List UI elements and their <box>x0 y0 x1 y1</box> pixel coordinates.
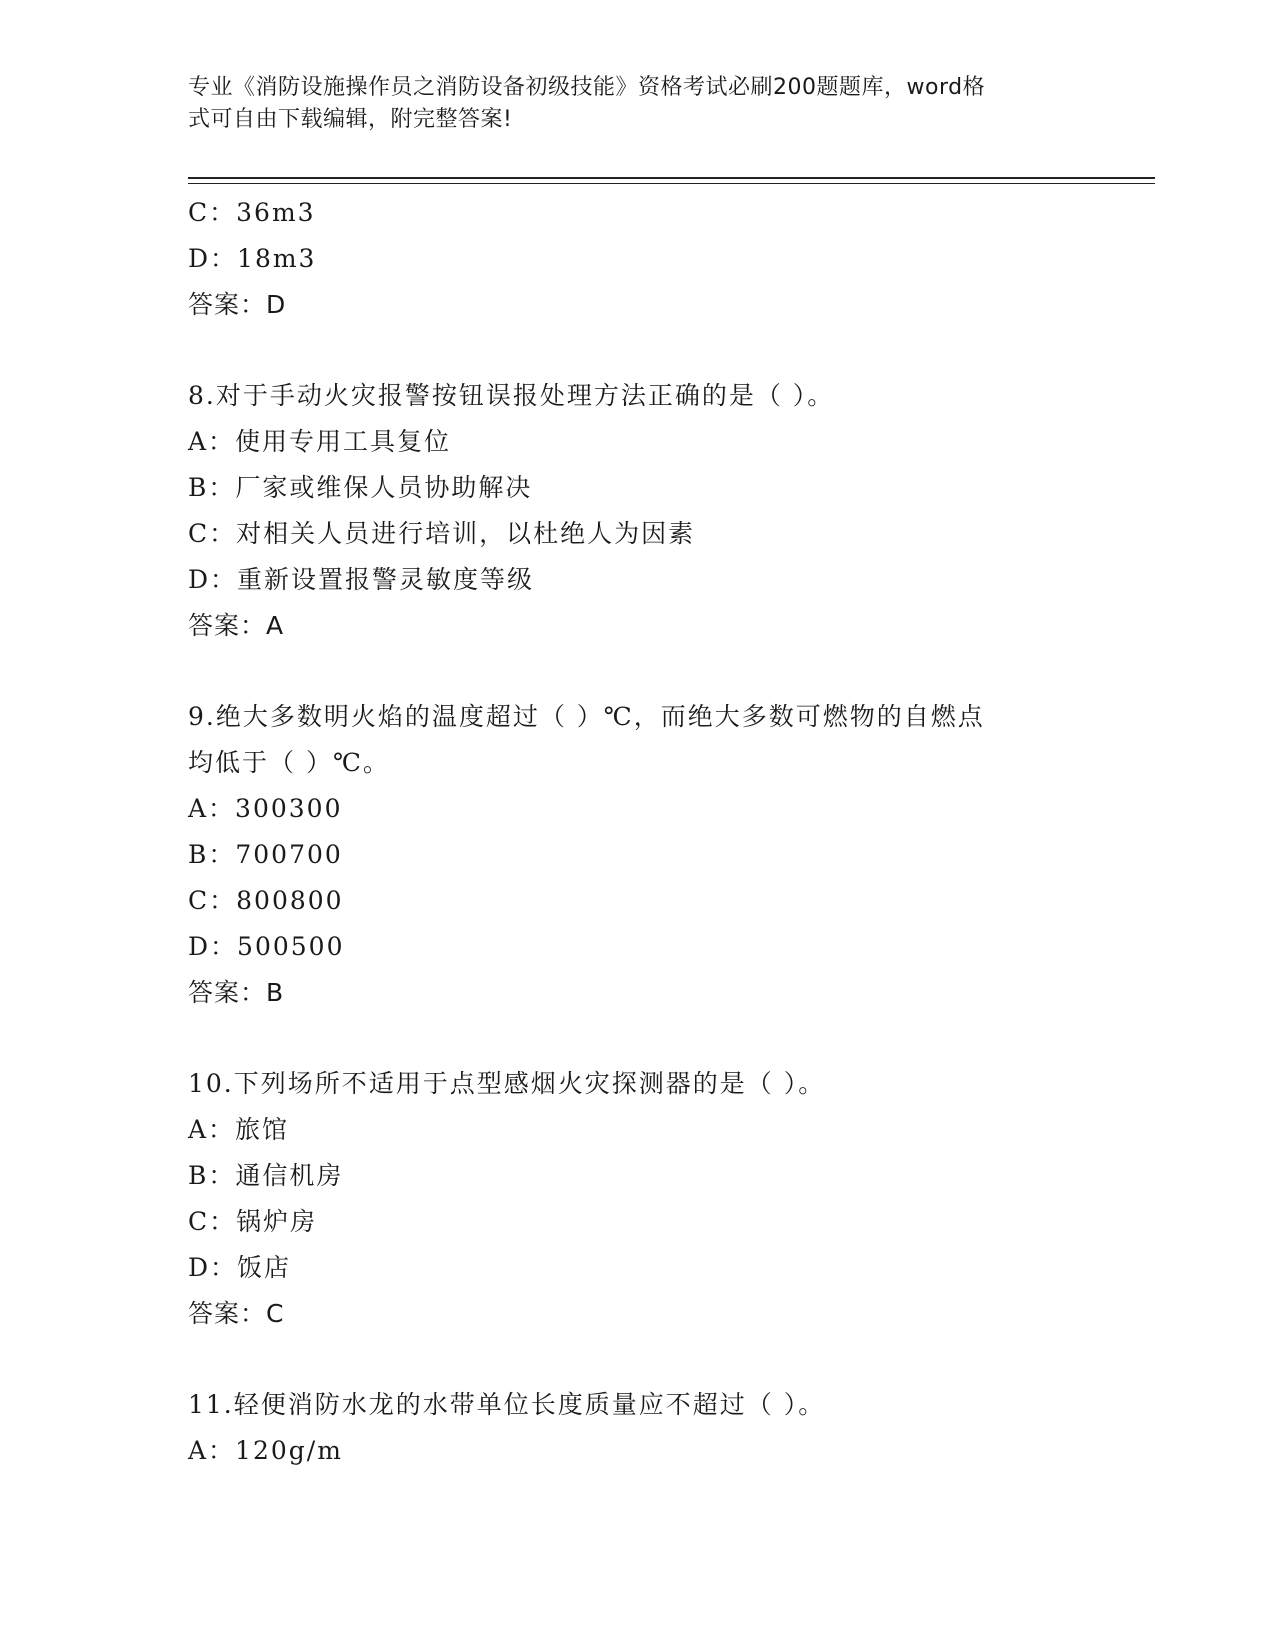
spacer <box>188 1016 1088 1061</box>
answer-label: 答案：A <box>188 611 285 640</box>
option-b: B：700700 <box>188 840 343 869</box>
option-c: C：锅炉房 <box>188 1207 318 1236</box>
question-block-10 <box>188 1061 1088 1337</box>
option-c: C：36m3 <box>188 198 316 227</box>
answer-label: 答案：D <box>188 290 287 319</box>
spacer <box>188 649 1088 694</box>
option-d: D：重新设置报警灵敏度等级 <box>188 565 535 594</box>
question-text-line-2: 均低于（ ）℃。 <box>188 748 390 777</box>
header-divider-thin <box>188 183 1155 184</box>
header-line-1: 专业《消防设施操作员之消防设备初级技能》资格考试必刷200题题库，word格 <box>188 75 986 100</box>
option-d: D：500500 <box>188 932 345 961</box>
question-block-9 <box>188 694 1088 1016</box>
option-a: A：旅馆 <box>188 1115 290 1144</box>
header-line-2: 式可自由下载编辑，附完整答案! <box>188 107 513 132</box>
option-b: B：通信机房 <box>188 1161 344 1190</box>
option-d: D：18m3 <box>188 244 317 273</box>
option-a: A：300300 <box>188 794 343 823</box>
option-c: C：对相关人员进行培训，以杜绝人为因素 <box>188 519 696 548</box>
question-text: 8.对于手动火灾报警按钮误报处理方法正确的是（ ）。 <box>188 381 835 410</box>
question-block-8 <box>188 373 1088 649</box>
answer-label: 答案：C <box>188 1299 285 1328</box>
question-text: 11.轻便消防水龙的水带单位长度质量应不超过（ ）。 <box>188 1390 826 1419</box>
spacer <box>188 328 1088 373</box>
option-c: C：800800 <box>188 886 344 915</box>
question-block-11 <box>188 1382 1088 1474</box>
question-text: 10.下列场所不适用于点型感烟火灾探测器的是（ ）。 <box>188 1069 826 1098</box>
spacer <box>188 1337 1088 1382</box>
question-text-line-1: 9.绝大多数明火焰的温度超过（ ）℃，而绝大多数可燃物的自燃点 <box>188 702 985 731</box>
document-header <box>188 72 1068 136</box>
question-block-7 <box>188 190 1088 328</box>
header-divider-thick <box>188 177 1155 179</box>
option-a: A：120g/m <box>188 1436 343 1465</box>
option-a: A：使用专用工具复位 <box>188 427 452 456</box>
question-list <box>188 190 1088 1474</box>
option-b: B：厂家或维保人员协助解决 <box>188 473 533 502</box>
option-d: D：饭店 <box>188 1253 292 1282</box>
answer-label: 答案：B <box>188 978 285 1007</box>
